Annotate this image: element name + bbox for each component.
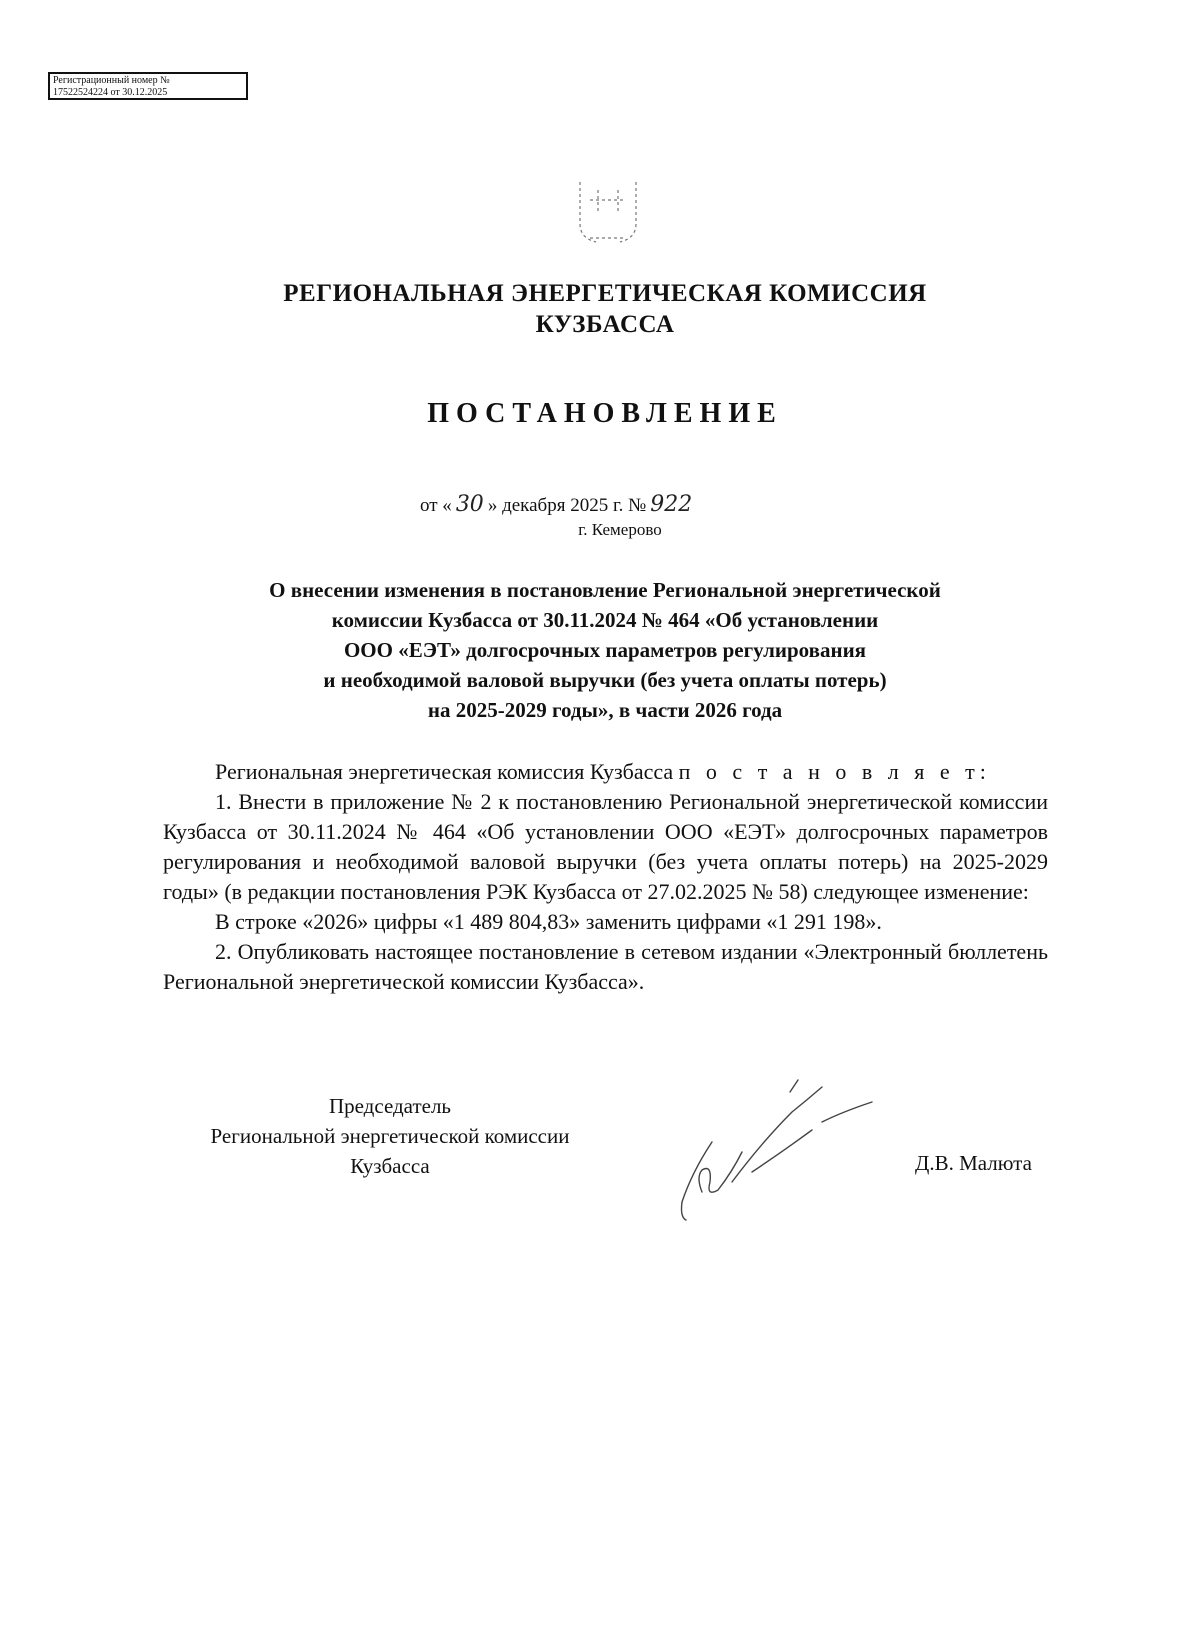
date-middle: » декабря 2025 г. № <box>487 495 647 516</box>
registration-line-1: Регистрационный номер № <box>53 75 170 86</box>
document-number: 922 <box>650 492 693 517</box>
organization-name-line-1: РЕГИОНАЛЬНАЯ ЭНЕРГЕТИЧЕСКАЯ КОМИССИЯ <box>283 280 927 307</box>
date-prefix: от « <box>420 495 452 516</box>
signatory-title-line-2: Региональной энергетической комиссии <box>210 1124 570 1148</box>
document-body <box>163 757 1048 997</box>
clause-2: 2. Опубликовать настоящее постановление в сетевом издании «Электронный бюллетень Региональной энергетической комиссии Кузбасса». <box>163 939 1048 994</box>
organization-name-line-2: КУЗБАССА <box>535 311 675 338</box>
document-subject <box>160 575 1050 725</box>
coat-of-arms-icon <box>568 172 648 252</box>
signatory-title <box>160 1091 620 1181</box>
intro-text: Региональная энергетическая комиссия Кузбасса <box>215 759 674 784</box>
clause-1-change: В строке «2026» цифры «1 489 804,83» заменить цифрами «1 291 198». <box>215 909 882 934</box>
city: г. Кемерово <box>578 520 662 539</box>
subject-line: ООО «ЕЭТ» долгосрочных параметров регулирования <box>343 638 867 662</box>
intro-paragraph <box>163 757 1048 787</box>
organization-name <box>200 278 1010 340</box>
signatory-title-line-3: Кузбасса <box>350 1154 430 1178</box>
clause-1: 1. Внести в приложение № 2 к постановлению Региональной энергетической комиссии Кузбасса от 30.11.2024 № 464 «Об установлении ООО «ЕЭТ» долгосрочных параметров регулирования и необходимой валовой выручки (без учета оплаты потерь) на 2025-2029 годы» (в редакции постановления РЭК Кузбасса от 27.02.2025 № 58) следующее изменение: <box>163 789 1048 904</box>
handwritten-signature <box>672 1072 892 1222</box>
subject-line: на 2025-2029 годы», в части 2026 года <box>427 698 783 722</box>
registration-stamp <box>48 72 248 100</box>
registration-line-2: 17522524224 от 30.12.2025 <box>53 87 168 98</box>
signatory-name: Д.В. Малюта <box>915 1151 1032 1175</box>
resolves-text: п о с т а н о в л я е т: <box>678 759 991 784</box>
document-type: ПОСТАНОВЛЕНИЕ <box>427 398 783 429</box>
subject-line: комиссии Кузбасса от 30.11.2024 № 464 «Об установлении <box>331 608 879 632</box>
signatory-title-line-1: Председатель <box>328 1094 452 1118</box>
date-line <box>420 492 696 517</box>
subject-line: О внесении изменения в постановление Региональной энергетической <box>269 578 941 602</box>
subject-line: и необходимой валовой выручки (без учета оплаты потерь) <box>323 668 887 692</box>
date-day: 30 <box>455 492 484 517</box>
